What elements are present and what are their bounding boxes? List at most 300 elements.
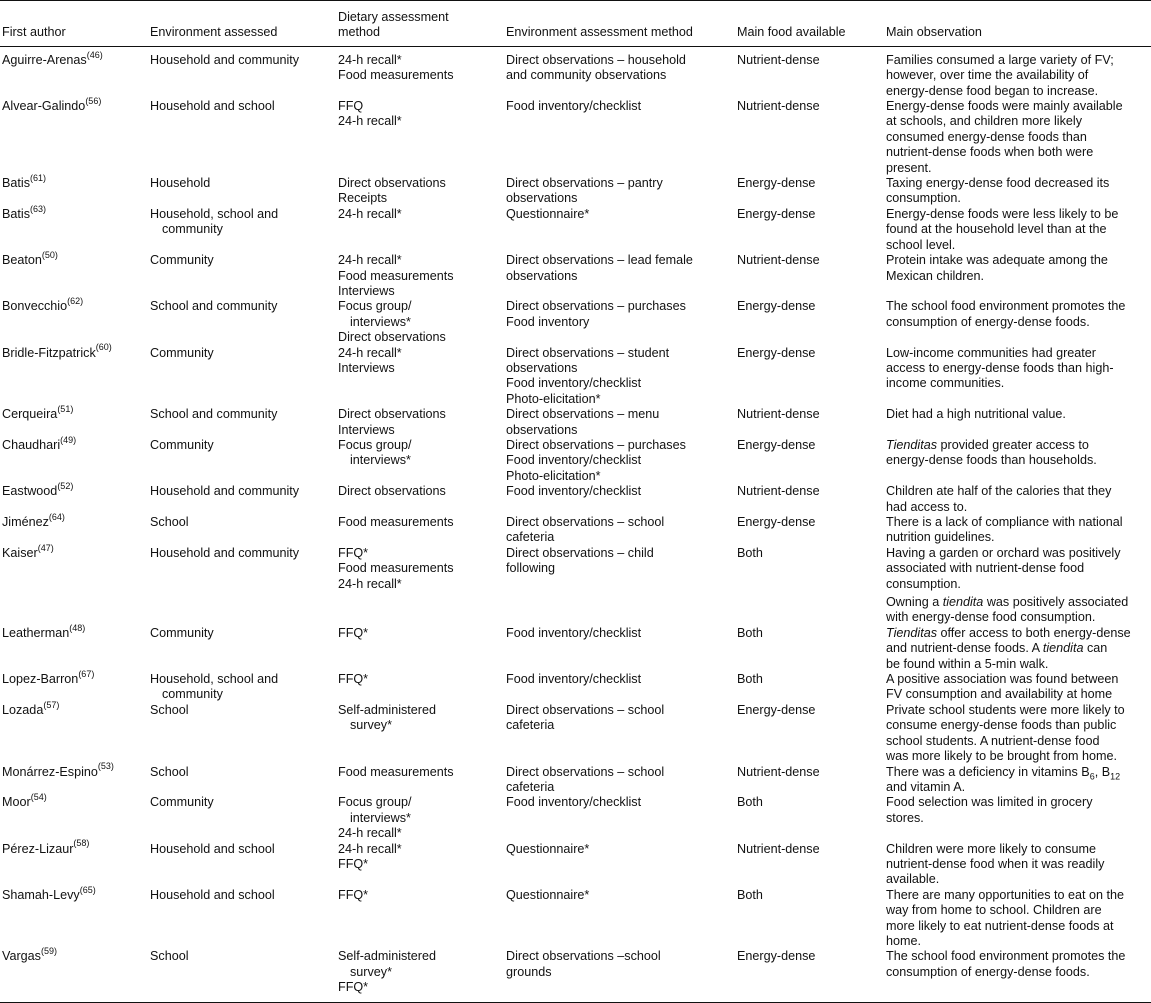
cell-environment-method: [506, 888, 737, 950]
table-row: [0, 515, 1151, 546]
cell-environment-method: [506, 99, 737, 176]
author-name: Eastwood: [2, 484, 58, 499]
cell-main-food: Nutrient-dense: [737, 764, 820, 779]
cell-environment-assessed: [150, 207, 338, 253]
table-row: [0, 99, 1151, 176]
author-name: Monárrez-Espino: [2, 764, 98, 779]
dietary-method-line: interviews*: [350, 453, 411, 468]
cell-first-author: [0, 699, 150, 765]
table-row: [0, 795, 1151, 841]
environment-line: Household, school and: [150, 206, 279, 221]
cell-environment-assessed: [150, 484, 338, 515]
table-row: [0, 176, 1151, 207]
cell-environment-method: [506, 515, 737, 546]
cell-environment-method: [506, 546, 737, 626]
table-header: [0, 1, 1151, 47]
environment-line: School and community: [150, 407, 278, 422]
cell-main-observation: [886, 949, 1151, 1002]
cell-environment-assessed: [150, 842, 338, 888]
reference-number: (67): [78, 668, 95, 679]
observation-line: Families consumed a large variety of FV;: [886, 52, 1114, 67]
environment-line: Household and school: [150, 887, 275, 902]
environment-method-line: observations: [506, 191, 578, 206]
reference-number: (49): [60, 434, 77, 445]
cell-main-food: Both: [737, 795, 763, 810]
environment-method-line: following: [506, 561, 556, 576]
table-row: [0, 207, 1151, 253]
header-dietary-line1: Dietary assessment: [338, 10, 449, 24]
observation-line: The school food environment promotes the: [886, 949, 1126, 964]
environment-line: Community: [150, 795, 214, 810]
observation-text: energy-dense foods than households.: [886, 453, 1097, 468]
author-name: Vargas: [2, 949, 41, 964]
environment-method-line: Photo-elicitation*: [506, 391, 601, 406]
author-name: Leatherman: [2, 625, 70, 640]
cell-environment-assessed: [150, 795, 338, 841]
author-name: Bridle-Fitzpatrick: [2, 345, 96, 360]
environment-line: Community: [150, 437, 214, 452]
observation-line: Energy-dense foods were less likely to be: [886, 206, 1119, 221]
observation-line: Mexican children.: [886, 268, 984, 283]
author-name: Beaton: [2, 253, 42, 268]
header-environment-assessed: Environment assessed: [150, 1, 338, 47]
observation-line: [886, 453, 1151, 468]
observation-line: nutrient-dense foods when both were: [886, 145, 1094, 160]
observation-text: There was a deficiency in vitamins B: [886, 764, 1090, 779]
cell-first-author: [0, 511, 150, 546]
environment-line: Household, school and: [150, 672, 279, 687]
table-row: [0, 703, 1151, 765]
observation-line: school level.: [886, 237, 956, 252]
author-name: Chaudhari: [2, 437, 61, 452]
reference-number: (56): [85, 95, 102, 106]
observation-line: Private school students were more likely to: [886, 702, 1125, 717]
cell-dietary-method: [338, 672, 506, 703]
dietary-method-line: FFQ*: [338, 856, 369, 871]
cell-dietary-method: [338, 484, 506, 515]
environment-line: Household and community: [150, 545, 300, 560]
cell-dietary-method: [338, 176, 506, 207]
cell-first-author: [0, 542, 150, 626]
dietary-method-line: Food measurements: [338, 68, 454, 83]
cell-environment-assessed: [150, 253, 338, 299]
observation-line: and vitamin A.: [886, 779, 966, 794]
environment-line: Community: [150, 625, 214, 640]
cell-main-food: Both: [737, 887, 763, 902]
cell-first-author: [0, 46, 150, 99]
cell-main-observation: [886, 484, 1151, 515]
environment-line: community: [162, 687, 223, 702]
environment-line: Household and school: [150, 99, 275, 114]
cell-main-observation: [886, 672, 1151, 703]
observation-line: stores.: [886, 810, 924, 825]
cell-dietary-method: [338, 515, 506, 546]
reference-number: (64): [48, 511, 65, 522]
observation-line: energy-dense food began to increase.: [886, 83, 1099, 98]
cell-main-food: Both: [737, 672, 763, 687]
cell-main-observation: [886, 515, 1151, 546]
cell-dietary-method: [338, 842, 506, 888]
cell-environment-assessed: [150, 176, 338, 207]
observation-line: Energy-dense foods were mainly available: [886, 99, 1123, 114]
cell-first-author: [0, 622, 150, 672]
author-name: Pérez-Lizaur: [2, 841, 74, 856]
cell-main-food: Energy-dense: [737, 176, 816, 191]
environment-line: School: [150, 702, 189, 717]
cell-dietary-method: [338, 765, 506, 796]
cell-main-observation: [886, 46, 1151, 99]
header-main-observation: Main observation: [886, 1, 1151, 47]
observation-line: consumption of energy-dense foods.: [886, 314, 1090, 329]
cell-environment-method: [506, 207, 737, 253]
environment-method-line: cafeteria: [506, 779, 555, 794]
table-row: [0, 438, 1151, 484]
observation-line: [886, 438, 1151, 453]
cell-main-observation: [886, 253, 1151, 299]
environment-line: School: [150, 515, 189, 529]
header-environment-method: Environment assessment method: [506, 1, 737, 47]
table-row: [0, 949, 1151, 1002]
cell-environment-method: [506, 438, 737, 484]
environment-method-line: Food inventory/checklist: [506, 99, 642, 114]
cell-main-observation: [886, 207, 1151, 253]
observation-line: nutrient-dense food when it was readily: [886, 856, 1105, 871]
observation-line: Food selection was limited in grocery: [886, 795, 1093, 810]
author-name: Lopez-Barron: [2, 672, 79, 687]
environment-method-line: Questionnaire*: [506, 206, 590, 221]
dietary-method-line: 24-h recall*: [338, 114, 402, 129]
author-name: Bonvecchio: [2, 299, 68, 314]
reference-number: (62): [67, 296, 84, 307]
observation-line: was more likely to be brought from home.: [886, 749, 1117, 764]
environment-method-line: observations: [506, 360, 578, 375]
observation-line: consume energy-dense foods than public: [886, 718, 1117, 733]
cell-main-observation: [886, 546, 1151, 626]
observation-line: school students. A nutrient-dense food: [886, 733, 1100, 748]
cell-main-observation: [886, 842, 1151, 888]
cell-main-food: Nutrient-dense: [737, 99, 820, 114]
cell-first-author: [0, 172, 150, 207]
environment-line: School: [150, 949, 189, 964]
observation-line: available.: [886, 872, 940, 887]
header-dietary-method: [338, 1, 506, 47]
observation-line: present.: [886, 160, 932, 175]
environment-method-line: Direct observations – pantry: [506, 176, 663, 191]
reference-number: (65): [79, 884, 96, 895]
italic-term: Tienditas: [886, 437, 937, 452]
dietary-method-line: Focus group/: [338, 795, 412, 810]
cell-dietary-method: [338, 438, 506, 484]
dietary-method-line: FFQ*: [338, 672, 369, 687]
reference-number: (52): [57, 481, 74, 491]
cell-environment-assessed: [150, 703, 338, 765]
cell-dietary-method: [338, 626, 506, 672]
dietary-method-line: Food measurements: [338, 515, 454, 529]
reference-number: (57): [43, 699, 60, 710]
cell-main-food: Both: [737, 625, 763, 640]
environment-method-line: Direct observations – purchases: [506, 437, 686, 452]
cell-environment-assessed: [150, 949, 338, 1002]
environment-line: Household and community: [150, 484, 300, 499]
cell-first-author: [0, 296, 150, 345]
cell-dietary-method: [338, 299, 506, 345]
dietary-method-line: survey*: [350, 718, 392, 733]
cell-first-author: [0, 342, 150, 408]
observation-line: nutrition guidelines.: [886, 530, 995, 545]
cell-first-author: [0, 249, 150, 299]
cell-environment-method: [506, 407, 737, 438]
cell-main-food: Nutrient-dense: [737, 253, 820, 268]
dietary-method-line: Direct observations: [338, 176, 446, 191]
cell-main-observation: [886, 703, 1151, 765]
dietary-method-line: Food measurements: [338, 764, 454, 779]
table-body: [0, 46, 1151, 1002]
cell-main-food: Nutrient-dense: [737, 52, 820, 67]
environment-method-line: Food inventory: [506, 314, 590, 329]
environment-method-line: observations: [506, 422, 578, 437]
environment-method-line: Direct observations – school: [506, 702, 665, 717]
table-row: [0, 346, 1151, 408]
dietary-method-line: FFQ*: [338, 980, 369, 995]
table-row: [0, 253, 1151, 299]
dietary-method-line: Focus group/: [338, 299, 412, 314]
header-dietary-line2: method: [338, 25, 381, 40]
table-row: [0, 888, 1151, 950]
table-row: [0, 672, 1151, 703]
observation-text: can: [1083, 641, 1108, 656]
observation-line: with energy-dense food consumption.: [886, 610, 1096, 625]
environment-method-line: Direct observations – menu: [506, 407, 660, 422]
observation-text: Owning a: [886, 595, 943, 610]
cell-main-observation: [886, 346, 1151, 408]
observation-line: [886, 765, 1151, 780]
cell-first-author: [0, 434, 150, 484]
cell-main-food: Energy-dense: [737, 515, 816, 529]
dietary-method-line: Food measurements: [338, 561, 454, 576]
environment-method-line: Questionnaire*: [506, 841, 590, 856]
dietary-method-line: Interviews: [338, 283, 395, 298]
environment-method-line: Direct observations – lead female: [506, 253, 693, 268]
dietary-method-line: Focus group/: [338, 437, 412, 452]
cell-environment-assessed: [150, 438, 338, 484]
observation-line: Children were more likely to consume: [886, 841, 1096, 856]
environment-method-line: Direct observations – household: [506, 52, 686, 67]
cell-dietary-method: [338, 546, 506, 626]
environment-line: Household: [150, 176, 211, 191]
dietary-method-line: 24-h recall*: [338, 52, 402, 67]
observation-line: consumed energy-dense foods than: [886, 129, 1087, 144]
dietary-method-line: FFQ*: [338, 625, 369, 640]
dietary-method-line: FFQ*: [338, 887, 369, 902]
table-row: [0, 484, 1151, 515]
cell-environment-method: [506, 46, 737, 99]
cell-first-author: [0, 792, 150, 841]
environment-method-line: Direct observations – child: [506, 545, 654, 560]
table-row: [0, 299, 1151, 345]
author-name: Batis: [2, 176, 30, 191]
environment-method-line: observations: [506, 268, 578, 283]
author-name: Kaiser: [2, 545, 38, 560]
header-main-food: Main food available: [737, 1, 886, 47]
environment-method-line: Direct observations – school: [506, 515, 665, 529]
cell-main-observation: [886, 626, 1151, 672]
dietary-method-line: 24-h recall*: [338, 826, 402, 841]
cell-main-food: Both: [737, 545, 763, 560]
observation-line: There are many opportunities to eat on the: [886, 887, 1125, 902]
cell-dietary-method: [338, 346, 506, 408]
cell-environment-assessed: [150, 46, 338, 99]
environment-method-line: Food inventory/checklist: [506, 376, 642, 391]
observation-line: income communities.: [886, 376, 1005, 391]
dietary-method-line: Self-administered: [338, 949, 436, 964]
cell-main-food: Energy-dense: [737, 299, 816, 314]
observation-line: access to energy-dense foods than high-: [886, 360, 1114, 375]
observation-line: consumption.: [886, 576, 961, 591]
observation-line: associated with nutrient-dense food: [886, 561, 1085, 576]
header-first-author: First author: [0, 1, 150, 47]
observation-line: had access to.: [886, 499, 968, 514]
cell-main-food: Energy-dense: [737, 206, 816, 221]
subscript: 6: [1089, 771, 1095, 782]
environment-method-line: cafeteria: [506, 530, 555, 545]
environment-method-line: and community observations: [506, 68, 667, 83]
cell-environment-assessed: [150, 546, 338, 626]
dietary-method-line: Direct observations: [338, 484, 446, 499]
reference-number: (63): [30, 203, 47, 214]
cell-main-observation: [886, 299, 1151, 345]
environment-method-line: Food inventory/checklist: [506, 672, 642, 687]
observation-line: be found within a 5-min walk.: [886, 656, 1049, 671]
dietary-method-line: Receipts: [338, 191, 387, 206]
dietary-method-line: survey*: [350, 964, 392, 979]
cell-environment-assessed: [150, 765, 338, 796]
reference-number: (50): [41, 249, 58, 260]
cell-first-author: [0, 668, 150, 703]
cell-first-author: [0, 838, 150, 888]
table-row: [0, 765, 1151, 796]
author-name: Shamah-Levy: [2, 887, 80, 902]
observation-line: however, over time the availability of: [886, 68, 1089, 83]
dietary-method-line: 24-h recall*: [338, 345, 402, 360]
cell-main-observation: [886, 438, 1151, 484]
cell-environment-method: [506, 842, 737, 888]
environment-method-line: Questionnaire*: [506, 887, 590, 902]
reference-number: (58): [73, 838, 90, 849]
reference-number: (60): [95, 342, 112, 353]
environment-line: community: [162, 222, 223, 237]
observation-line: more likely to eat nutrient-dense foods at: [886, 918, 1114, 933]
cell-first-author: [0, 761, 150, 796]
author-name: Batis: [2, 206, 30, 221]
dietary-method-line: Direct observations: [338, 330, 446, 345]
dietary-method-line: Food measurements: [338, 268, 454, 283]
dietary-method-line: FFQ*: [338, 545, 369, 560]
environment-line: School and community: [150, 299, 278, 314]
author-name: Moor: [2, 795, 31, 810]
cell-dietary-method: [338, 888, 506, 950]
cell-environment-method: [506, 176, 737, 207]
cell-environment-assessed: [150, 626, 338, 672]
reference-number: (61): [30, 172, 47, 183]
dietary-method-line: Direct observations: [338, 407, 446, 422]
observation-line: The school food environment promotes the: [886, 299, 1126, 314]
author-name: Aguirre-Arenas: [2, 52, 87, 67]
reference-number: (53): [97, 761, 114, 772]
subscript: 12: [1110, 771, 1121, 782]
observation-line: consumption.: [886, 191, 961, 206]
cell-environment-method: [506, 703, 737, 765]
observation-line: Taxing energy-dense food decreased its: [886, 176, 1110, 191]
cell-environment-method: [506, 626, 737, 672]
dietary-method-line: 24-h recall*: [338, 206, 402, 221]
environment-method-line: Direct observations – student: [506, 345, 670, 360]
cell-first-author: [0, 884, 150, 950]
cell-environment-assessed: [150, 299, 338, 345]
author-name: Jiménez: [2, 515, 49, 529]
environment-method-line: Photo-elicitation*: [506, 468, 601, 483]
environment-method-line: Direct observations –school: [506, 949, 661, 964]
italic-term: Tienditas: [886, 625, 937, 640]
observation-line: FV consumption and availability at home: [886, 687, 1113, 702]
cell-environment-method: [506, 484, 737, 515]
cell-environment-assessed: [150, 99, 338, 176]
dietary-method-line: 24-h recall*: [338, 841, 402, 856]
environment-line: Community: [150, 253, 214, 268]
observation-text: and nutrient-dense foods. A: [886, 641, 1043, 656]
cell-environment-method: [506, 765, 737, 796]
author-name: Cerqueira: [2, 407, 58, 422]
cell-first-author: [0, 403, 150, 438]
dietary-method-line: Interviews: [338, 422, 395, 437]
dietary-method-line: 24-h recall*: [338, 576, 402, 591]
environment-method-line: Food inventory/checklist: [506, 484, 642, 499]
cell-environment-assessed: [150, 672, 338, 703]
cell-main-food: Nutrient-dense: [737, 841, 820, 856]
cell-main-food: Energy-dense: [737, 702, 816, 717]
environment-line: Community: [150, 345, 214, 360]
italic-term: tiendita: [1042, 641, 1084, 656]
cell-main-food: Energy-dense: [737, 345, 816, 360]
cell-main-observation: [886, 176, 1151, 207]
environment-line: School: [150, 764, 189, 779]
dietary-method-line: FFQ: [338, 99, 364, 114]
dietary-method-line: 24-h recall*: [338, 253, 402, 268]
cell-dietary-method: [338, 46, 506, 99]
cell-dietary-method: [338, 795, 506, 841]
observation-line: at schools, and children more likely: [886, 114, 1082, 129]
cell-environment-assessed: [150, 346, 338, 408]
cell-main-observation: [886, 99, 1151, 176]
table-row: [0, 842, 1151, 888]
cell-first-author: [0, 203, 150, 253]
reference-number: (47): [37, 542, 54, 553]
observation-line: way from home to school. Children are: [886, 903, 1102, 918]
observation-text: , B: [1094, 764, 1111, 779]
reference-number: (48): [69, 622, 86, 633]
cell-dietary-method: [338, 207, 506, 253]
observation-text: offer access to both energy-dense: [937, 625, 1131, 640]
cell-first-author: [0, 481, 150, 515]
observation-line: Low-income communities had greater: [886, 345, 1096, 360]
table-row: [0, 407, 1151, 438]
reference-number: (59): [40, 946, 57, 957]
cell-main-observation: [886, 795, 1151, 841]
cell-main-food: Energy-dense: [737, 949, 886, 1002]
cell-environment-assessed: [150, 407, 338, 438]
reference-number: (46): [86, 49, 103, 60]
italic-term: tiendita: [942, 595, 984, 610]
observation-line: Having a garden or orchard was positively: [886, 545, 1121, 560]
